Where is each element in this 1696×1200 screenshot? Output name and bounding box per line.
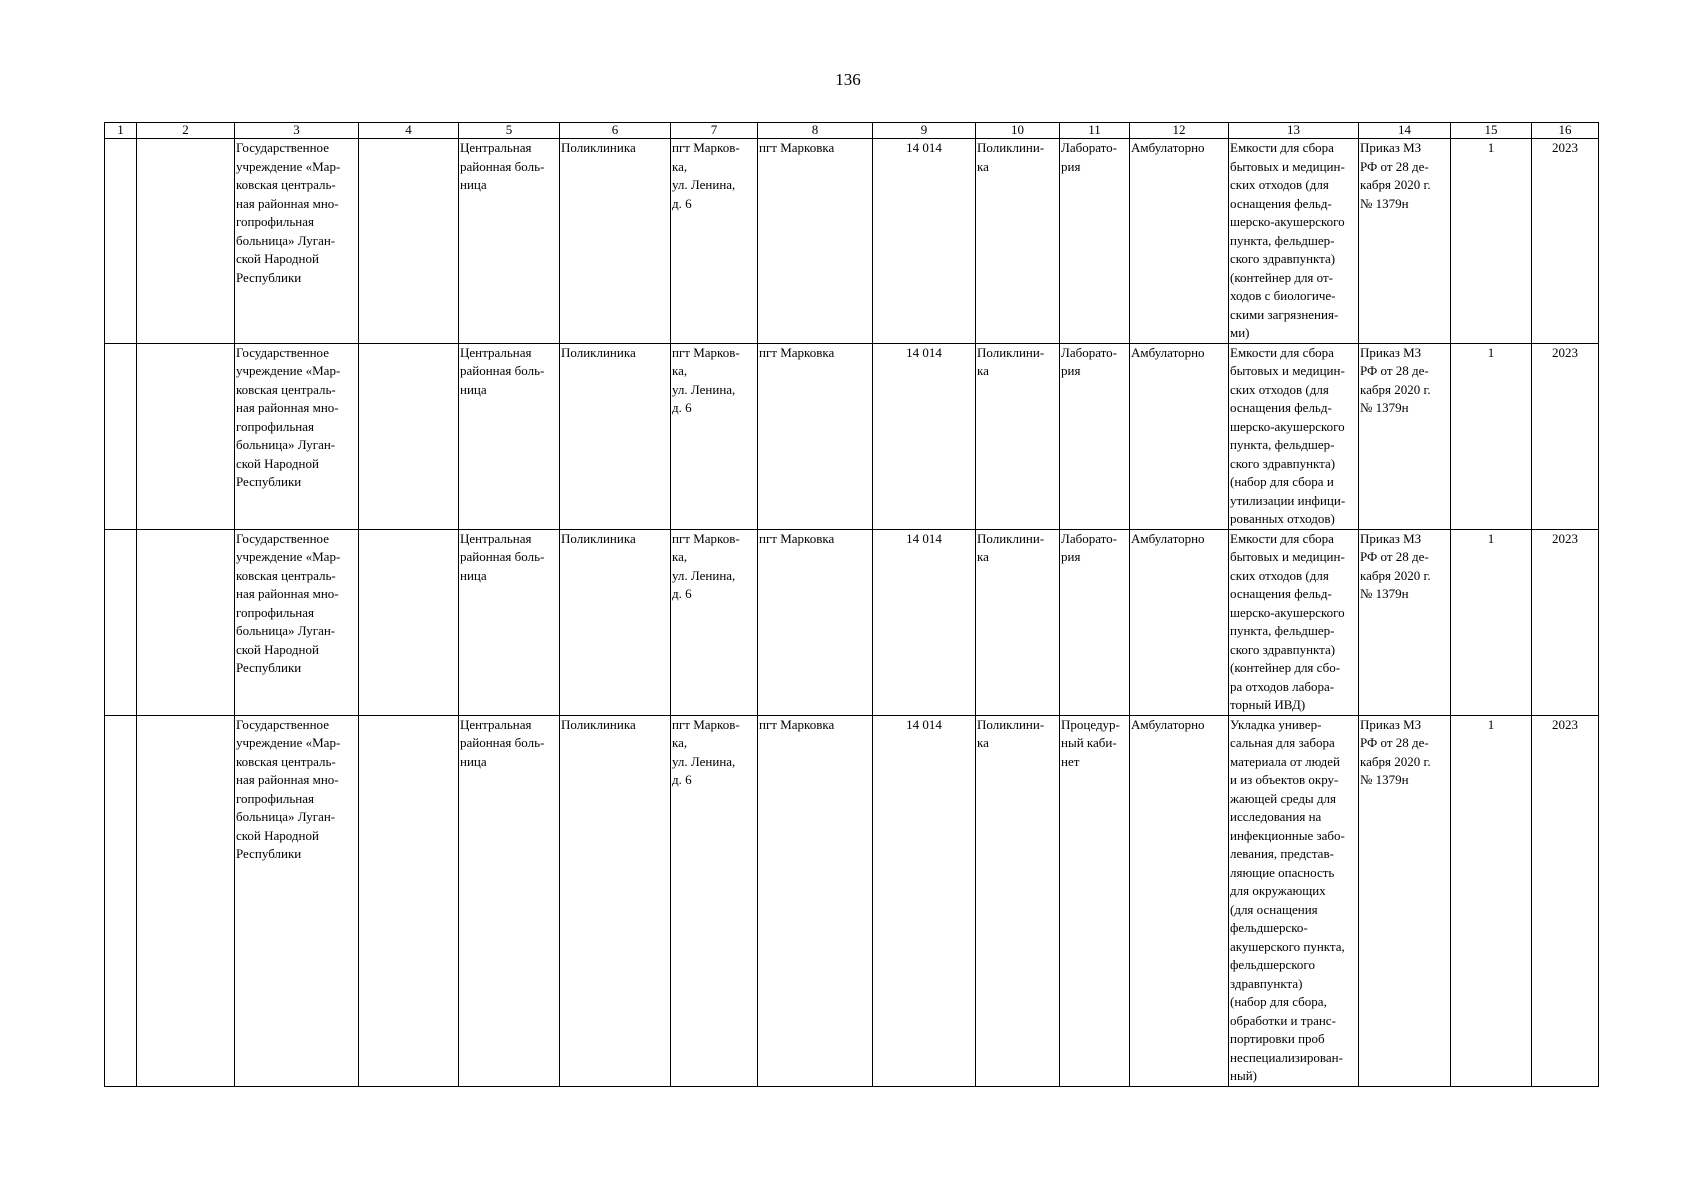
- cell-quantity: 1: [1451, 715, 1532, 1086]
- cell-unit: Поликлиника: [560, 343, 671, 529]
- column-header: 8: [758, 123, 873, 139]
- cell-department: Поликлини- ка: [976, 343, 1060, 529]
- cell-care-form: Амбулаторно: [1130, 715, 1229, 1086]
- column-header: 13: [1229, 123, 1359, 139]
- column-header: 16: [1532, 123, 1599, 139]
- cell-department: Поликлини- ка: [976, 529, 1060, 715]
- cell-regulation: Приказ МЗ РФ от 28 де- кабря 2020 г. № 1379н: [1359, 139, 1451, 344]
- cell-address: пгт Марков- ка, ул. Ленина, д. 6: [671, 139, 758, 344]
- cell-facility-type: Центральная районная боль- ница: [459, 715, 560, 1086]
- cell-number: [105, 343, 137, 529]
- cell-col4: [359, 343, 459, 529]
- column-header: 2: [137, 123, 235, 139]
- column-header: 3: [235, 123, 359, 139]
- column-header: 12: [1130, 123, 1229, 139]
- cell-regulation: Приказ МЗ РФ от 28 де- кабря 2020 г. № 1379н: [1359, 343, 1451, 529]
- cell-equipment: Емкости для сбора бытовых и медицин- ских отходов (для оснащения фельд- шерско-акушерского пункта, фельдшер- ского здравпункта) (контейнер для от- ходов с биологиче- скими загрязнения- ми): [1229, 139, 1359, 344]
- cell-col4: [359, 715, 459, 1086]
- cell-address: пгт Марков- ка, ул. Ленина, д. 6: [671, 715, 758, 1086]
- cell-settlement: пгт Марковка: [758, 343, 873, 529]
- cell-address: пгт Марков- ка, ул. Ленина, д. 6: [671, 529, 758, 715]
- cell-col2: [137, 139, 235, 344]
- cell-department: Поликлини- ка: [976, 715, 1060, 1086]
- cell-unit: Поликлиника: [560, 715, 671, 1086]
- cell-quantity: 1: [1451, 139, 1532, 344]
- column-header: 1: [105, 123, 137, 139]
- column-header: 15: [1451, 123, 1532, 139]
- cell-year: 2023: [1532, 715, 1599, 1086]
- column-header: 14: [1359, 123, 1451, 139]
- cell-institution: Государственное учреждение «Мар- ковская централь- ная районная мно- гопрофильная больница» Луган- ской Народной Республики: [235, 529, 359, 715]
- cell-facility-type: Центральная районная боль- ница: [459, 529, 560, 715]
- cell-department: Поликлини- ка: [976, 139, 1060, 344]
- table-row: [105, 139, 1599, 344]
- cell-year: 2023: [1532, 343, 1599, 529]
- cell-population: 14 014: [873, 139, 976, 344]
- cell-col4: [359, 139, 459, 344]
- cell-number: [105, 715, 137, 1086]
- cell-institution: Государственное учреждение «Мар- ковская централь- ная районная мно- гопрофильная больница» Луган- ской Народной Республики: [235, 139, 359, 344]
- cell-room: Лаборато- рия: [1060, 343, 1130, 529]
- column-header: 4: [359, 123, 459, 139]
- cell-equipment: Емкости для сбора бытовых и медицин- ских отходов (для оснащения фельд- шерско-акушерского пункта, фельдшер- ского здравпункта) (набор для сбора и утилизации инфици- рованных отходов): [1229, 343, 1359, 529]
- cell-room: Лаборато- рия: [1060, 139, 1130, 344]
- cell-population: 14 014: [873, 343, 976, 529]
- cell-equipment: Емкости для сбора бытовых и медицин- ских отходов (для оснащения фельд- шерско-акушерского пункта, фельдшер- ского здравпункта) (контейнер для сбо- ра отходов лабора- торный ИВД): [1229, 529, 1359, 715]
- cell-care-form: Амбулаторно: [1130, 343, 1229, 529]
- cell-number: [105, 139, 137, 344]
- cell-regulation: Приказ МЗ РФ от 28 де- кабря 2020 г. № 1379н: [1359, 529, 1451, 715]
- table-row: [105, 529, 1599, 715]
- cell-room: Процедур- ный каби- нет: [1060, 715, 1130, 1086]
- cell-col2: [137, 529, 235, 715]
- cell-unit: Поликлиника: [560, 139, 671, 344]
- cell-settlement: пгт Марковка: [758, 715, 873, 1086]
- table-row: [105, 715, 1599, 1086]
- cell-col2: [137, 715, 235, 1086]
- column-header: 7: [671, 123, 758, 139]
- cell-population: 14 014: [873, 715, 976, 1086]
- cell-col4: [359, 529, 459, 715]
- column-header: 5: [459, 123, 560, 139]
- cell-room: Лаборато- рия: [1060, 529, 1130, 715]
- column-header: 9: [873, 123, 976, 139]
- register-table: [104, 122, 1599, 1087]
- cell-institution: Государственное учреждение «Мар- ковская централь- ная районная мно- гопрофильная больница» Луган- ской Народной Республики: [235, 715, 359, 1086]
- cell-facility-type: Центральная районная боль- ница: [459, 139, 560, 344]
- cell-unit: Поликлиника: [560, 529, 671, 715]
- cell-address: пгт Марков- ка, ул. Ленина, д. 6: [671, 343, 758, 529]
- cell-settlement: пгт Марковка: [758, 139, 873, 344]
- cell-regulation: Приказ МЗ РФ от 28 де- кабря 2020 г. № 1379н: [1359, 715, 1451, 1086]
- cell-number: [105, 529, 137, 715]
- cell-population: 14 014: [873, 529, 976, 715]
- column-header: 6: [560, 123, 671, 139]
- page-number: 136: [835, 70, 861, 89]
- column-header: 11: [1060, 123, 1130, 139]
- cell-care-form: Амбулаторно: [1130, 139, 1229, 344]
- cell-care-form: Амбулаторно: [1130, 529, 1229, 715]
- column-header: 10: [976, 123, 1060, 139]
- cell-quantity: 1: [1451, 529, 1532, 715]
- cell-year: 2023: [1532, 529, 1599, 715]
- table-row: [105, 343, 1599, 529]
- cell-settlement: пгт Марковка: [758, 529, 873, 715]
- cell-facility-type: Центральная районная боль- ница: [459, 343, 560, 529]
- cell-quantity: 1: [1451, 343, 1532, 529]
- cell-year: 2023: [1532, 139, 1599, 344]
- cell-equipment: Укладка универ- сальная для забора материала от людей и из объектов окру- жающей среды для исследования на инфекционные забо- левания, представ- ляющие опасность для окружающих (для оснащения фельдшерско- акушерского пункта, фельдшерского здравпункта) (набор для сбора, обработки и транс- портировки проб неспециализирован- ный): [1229, 715, 1359, 1086]
- header-row: [105, 123, 1599, 139]
- cell-institution: Государственное учреждение «Мар- ковская централь- ная районная мно- гопрофильная больница» Луган- ской Народной Республики: [235, 343, 359, 529]
- cell-col2: [137, 343, 235, 529]
